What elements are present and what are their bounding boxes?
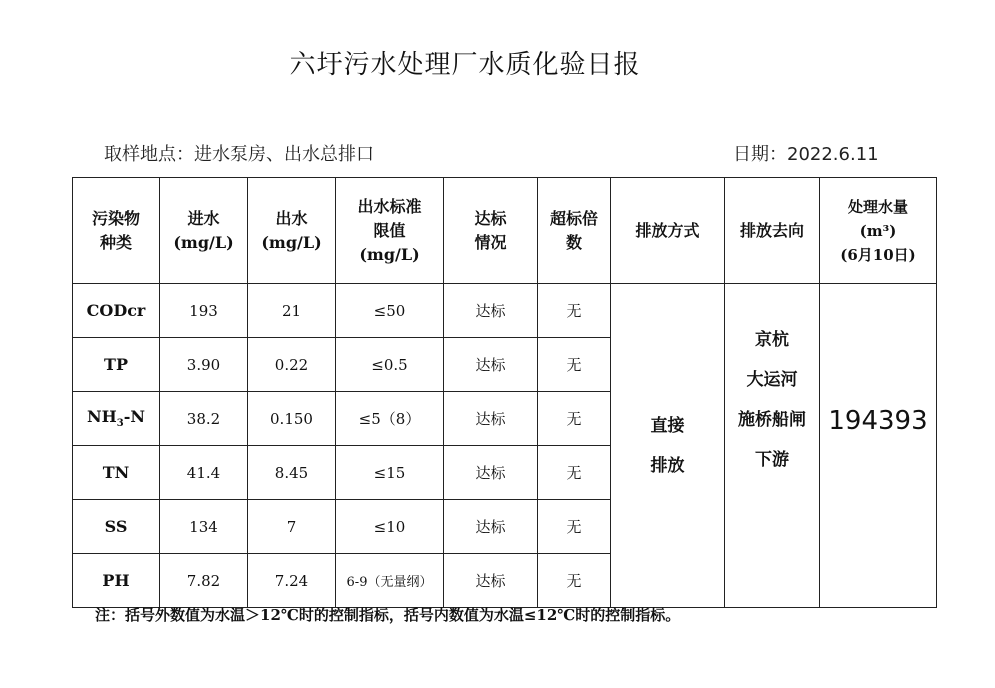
row-name: SS — [73, 500, 160, 554]
row-exceed: 无 — [538, 338, 611, 392]
row-influent: 193 — [160, 284, 248, 338]
row-influent: 3.90 — [160, 338, 248, 392]
water-quality-table — [72, 177, 937, 608]
row-influent: 38.2 — [160, 392, 248, 446]
row-exceed: 无 — [538, 500, 611, 554]
discharge-mode-cell: 直接 排放 — [611, 284, 725, 608]
row-limit: ≤50 — [336, 284, 444, 338]
row-status: 达标 — [444, 554, 538, 608]
header-volume: 处理水量 (m³) (6月10日) — [820, 178, 937, 284]
row-status: 达标 — [444, 284, 538, 338]
row-influent: 7.82 — [160, 554, 248, 608]
row-limit: ≤5（8） — [336, 392, 444, 446]
row-name: CODcr — [73, 284, 160, 338]
header-discharge-dest: 排放去向 — [725, 178, 820, 284]
header-discharge-mode: 排放方式 — [611, 178, 725, 284]
row-exceed: 无 — [538, 446, 611, 500]
row-name: $NH_3-N$ — [73, 392, 160, 446]
row-name: TP — [73, 338, 160, 392]
row-status: 达标 — [444, 392, 538, 446]
row-limit: ≤15 — [336, 446, 444, 500]
row-exceed: 无 — [538, 554, 611, 608]
row-exceed: 无 — [538, 284, 611, 338]
header-limit: 出水标准 限值 (mg/L) — [336, 178, 444, 284]
row-status: 达标 — [444, 500, 538, 554]
row-status: 达标 — [444, 338, 538, 392]
row-influent: 134 — [160, 500, 248, 554]
sampling-site: 取样地点：进水泵房、出水总排口 — [104, 144, 374, 165]
row-name: TN — [73, 446, 160, 500]
row-limit: 6-9（无量纲） — [336, 554, 444, 608]
row-name: PH — [73, 554, 160, 608]
row-effluent: 21 — [248, 284, 336, 338]
row-effluent: 0.150 — [248, 392, 336, 446]
treated-volume: 194393 — [820, 284, 937, 608]
row-effluent: 0.22 — [248, 338, 336, 392]
header-row — [73, 178, 937, 284]
table-row — [73, 284, 937, 338]
row-status: 达标 — [444, 446, 538, 500]
header-compliance: 达标 情况 — [444, 178, 538, 284]
header-influent: 进水 (mg/L) — [160, 178, 248, 284]
discharge-dest-cell: 京杭 大运河 施桥船闸 下游 — [725, 284, 820, 608]
row-effluent: 7 — [248, 500, 336, 554]
header-effluent: 出水 (mg/L) — [248, 178, 336, 284]
report-date: 日期：2022.6.11 — [733, 144, 879, 165]
row-effluent: 8.45 — [248, 446, 336, 500]
header-pollutant: 污染物 种类 — [73, 178, 160, 284]
row-limit: ≤10 — [336, 500, 444, 554]
row-limit: ≤0.5 — [336, 338, 444, 392]
header-exceed: 超标倍 数 — [538, 178, 611, 284]
row-exceed: 无 — [538, 392, 611, 446]
report-title: 六圩污水处理厂水质化验日报 — [289, 50, 641, 80]
row-effluent: 7.24 — [248, 554, 336, 608]
footnote: 注：括号外数值为水温＞12℃时的控制指标，括号内数值为水温≤12℃时的控制指标。 — [95, 606, 681, 624]
row-influent: 41.4 — [160, 446, 248, 500]
